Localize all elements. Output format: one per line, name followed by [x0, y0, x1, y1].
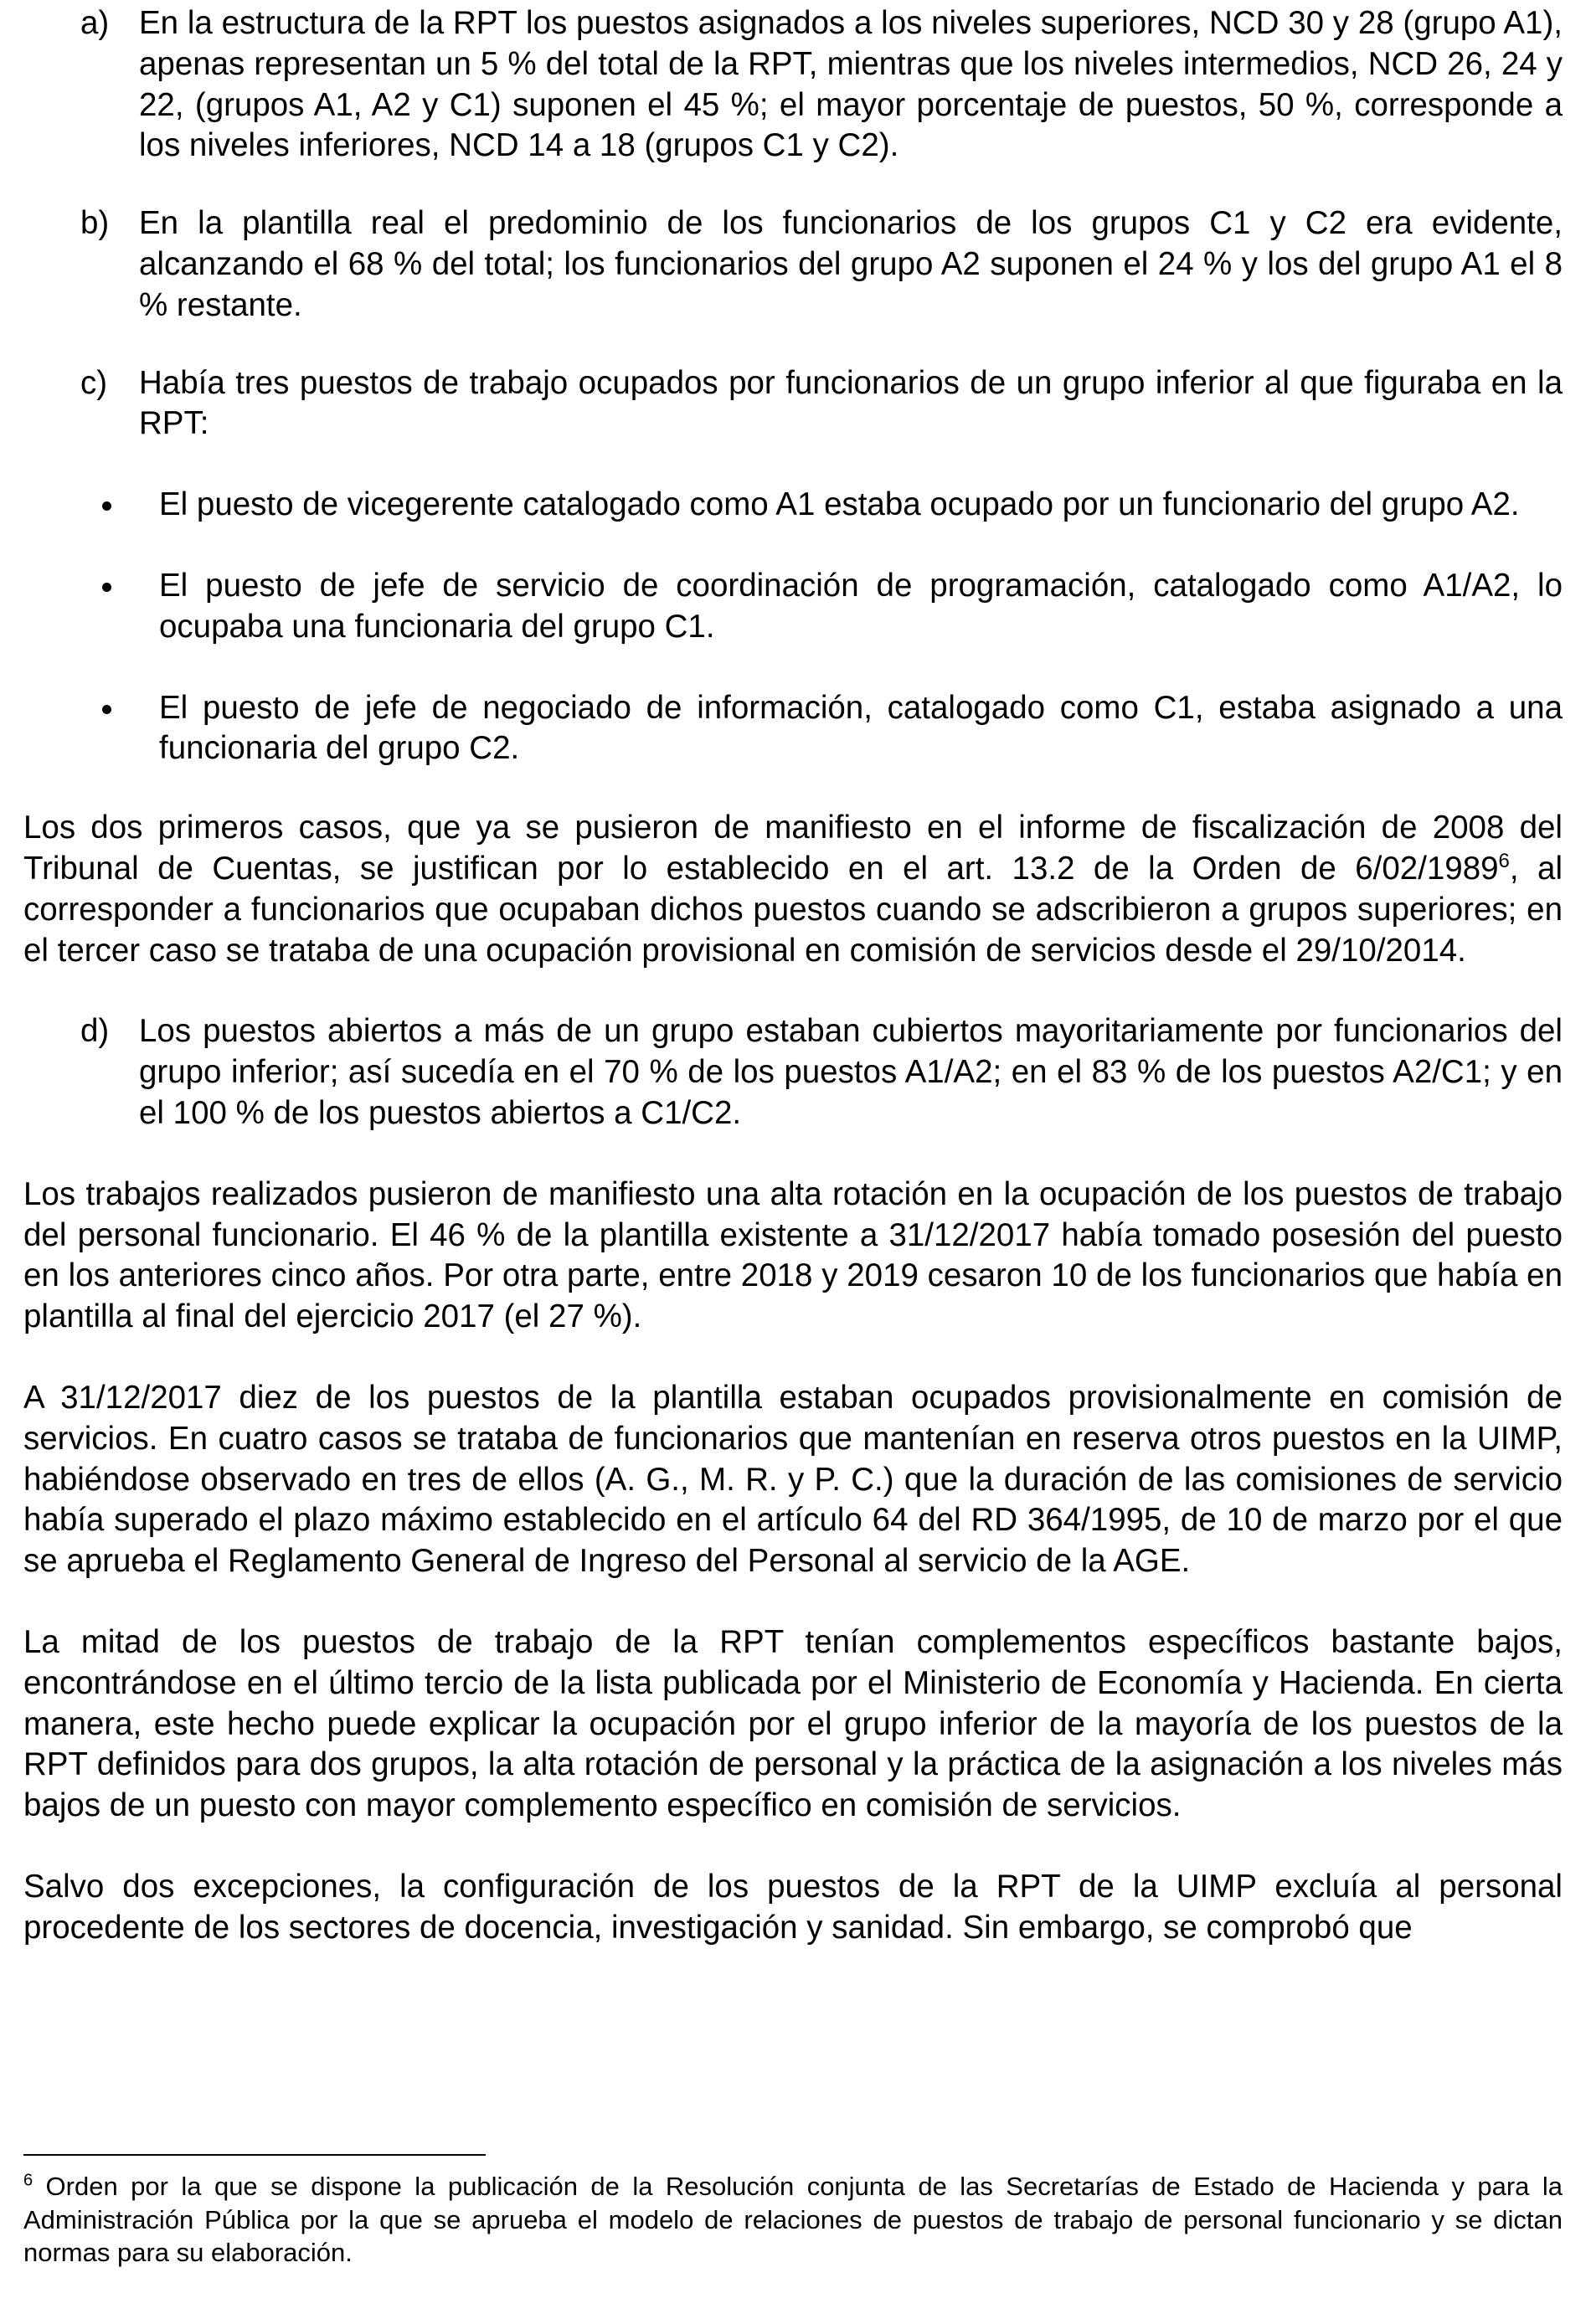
list-item-a	[23, 3, 1563, 167]
list-item-d	[23, 1011, 1563, 1134]
paragraph-cases	[23, 808, 1563, 971]
list-marker: b)	[80, 205, 110, 242]
list-item-c	[23, 363, 1563, 445]
bullet-dot-icon	[23, 566, 159, 648]
bullet-item-2	[23, 566, 1563, 648]
bullet-item-3	[23, 688, 1563, 770]
list-item-text: En la estructura de la RPT los puestos asignados a los niveles superiores, NCD 30 y 28 (grupo A1), apenas representan un 5 % del total de la RPT, mientras que los niveles intermedios, NCD 26, 24 y 22, (grupos A1, A2 y C1) suponen el 45 %; el mayor porcentaje de puestos, 50 %, corresponde a los niveles inferiores, NCD 14 a 18 (grupos C1 y C2).	[139, 5, 1563, 164]
list-marker: c)	[80, 364, 108, 401]
paragraph-cases-text-continued: , al corresponder a funcionarios que ocupaban dichos puestos cuando se adscribieron a grupos superiores; en el tercer caso se trataba de una ocupación provisional en comisión de servicios desde el 29/10/2014.	[23, 850, 1563, 969]
footnote	[23, 2170, 1563, 2270]
footnote-text: Orden por la que se dispone la publicación de la Resolución conjunta de las Secretarías de Estado de Hacienda y para la Administración Pública por la que se aprueba el modelo de relaciones de puestos de trabajo de personal funcionario y se dictan normas para su elaboración.	[23, 2172, 1563, 2267]
footnote-number: 6	[23, 2171, 33, 2190]
list-item-b	[23, 203, 1563, 326]
bullet-text: El puesto de jefe de negociado de información, catalogado como C1, estaba asignado a una funcionaria del grupo C2.	[159, 689, 1563, 767]
footnote-reference: 6	[1498, 850, 1510, 873]
list-marker: d)	[80, 1013, 110, 1050]
bullet-text: El puesto de jefe de servicio de coordinación de programación, catalogado como A1/A2, lo ocupaba una funcionaria del grupo C1.	[159, 567, 1563, 645]
paragraph-commissions: A 31/12/2017 diez de los puestos de la plantilla estaban ocupados provisionalmente en comisión de servicios. En cuatro casos se trataba de funcionarios que mantenían en reserva otros puestos en la UIMP, habiéndose observado en tres de ellos (A. G., M. R. y P. C.) que la duración de las comisiones de servicio había superado el plazo máximo establecido en el artículo 64 del RD 364/1995, de 10 de marzo por el que se aprueba el Reglamento General de Ingreso del Personal al servicio de la AGE.	[23, 1379, 1563, 1580]
list-item-text: En la plantilla real el predominio de los funcionarios de los grupos C1 y C2 era evidente, alcanzando el 68 % del total; los funcionarios del grupo A2 suponen el 24 % y los del grupo A1 el 8 % restante.	[139, 205, 1563, 323]
list-item-text: Los puestos abiertos a más de un grupo estaban cubiertos mayoritariamente por funcionarios del grupo inferior; así sucedía en el 70 % de los puestos A1/A2; en el 83 % de los puestos A2/C1; y en el 100 % de los puestos abiertos a C1/C2.	[139, 1013, 1563, 1131]
bullet-item-1	[23, 485, 1563, 526]
bullet-text: El puesto de vicegerente catalogado como A1 estaba ocupado por un funcionario del grupo A2.	[159, 486, 1520, 523]
document-body	[23, 3, 1563, 1948]
paragraph-cases-text: Los dos primeros casos, que ya se pusieron de manifiesto en el informe de fiscalización de 2008 del Tribunal de Cuentas, se justifican por lo establecido en el art. 13.2 de la Orden de 6/02/1989	[23, 810, 1563, 887]
paragraph-rotation: Los trabajos realizados pusieron de manifiesto una alta rotación en la ocupación de los puestos de trabajo del personal funcionario. El 46 % de la plantilla existente a 31/12/2017 había tomado posesión del puesto en los anteriores cinco años. Por otra parte, entre 2018 y 2019 cesaron 10 de los funcionarios que había en plantilla al final del ejercicio 2017 (el 27 %).	[23, 1175, 1563, 1335]
paragraph-complements: La mitad de los puestos de trabajo de la RPT tenían complementos específicos bastante bajos, encontrándose en el último tercio de la lista publicada por el Ministerio de Economía y Hacienda. En cierta manera, este hecho puede explicar la ocupación por el grupo inferior de la mayoría de los puestos de la RPT definidos para dos grupos, la alta rotación de personal y la práctica de la asignación a los niveles más bajos de un puesto con mayor complemento específico en comisión de servicios.	[23, 1623, 1563, 1824]
bullet-dot-icon	[23, 688, 159, 770]
footnote-separator	[23, 2154, 486, 2156]
list-marker: a)	[80, 5, 110, 41]
bullet-dot-icon	[23, 485, 159, 526]
paragraph-exceptions: Salvo dos excepciones, la configuración de los puestos de la RPT de la UIMP excluía al personal procedente de los sectores de docencia, investigación y sanidad. Sin embargo, se comprobó que	[23, 1868, 1563, 1946]
list-item-text: Había tres puestos de trabajo ocupados por funcionarios de un grupo inferior al que figuraba en la RPT:	[139, 364, 1563, 442]
